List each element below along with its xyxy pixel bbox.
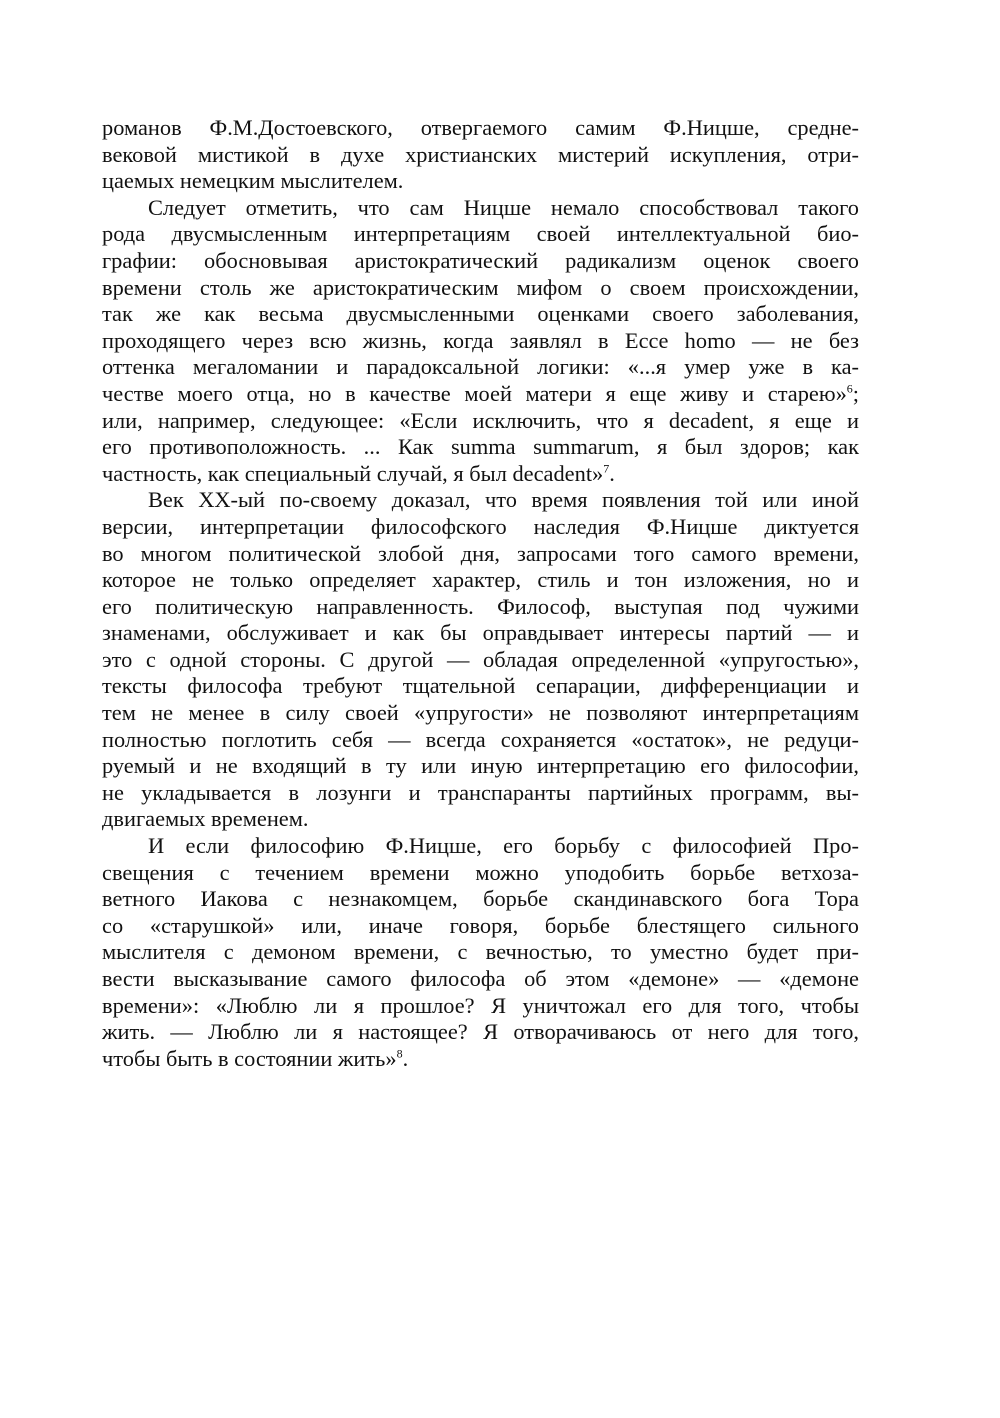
text-line-with-footnote bbox=[102, 461, 859, 488]
text-line: со «старушкой» или, иначе говоря, борьбе блестящего сильного bbox=[102, 912, 859, 938]
footnote-marker: 8 bbox=[396, 1046, 403, 1061]
text-line: рода двусмысленным интерпретациям своей интеллектуальной био- bbox=[102, 221, 859, 247]
text-line: ветного Иакова с незнакомцем, борьбе скандинавского бога Тора bbox=[102, 886, 859, 912]
paragraph bbox=[102, 115, 859, 195]
text-line: проходящего через всю жизнь, когда заявлял в Ecce homo — не без bbox=[102, 327, 859, 353]
punctuation: . bbox=[402, 1045, 409, 1071]
text-line: руемый и не входящий в ту или иную интерпретацию его философии, bbox=[102, 753, 859, 779]
text-line: тексты философа требуют тщательной сепарации, дифференциации и bbox=[102, 673, 859, 699]
text-line: версии, интерпретации философского наследия Ф.Ницше диктуется bbox=[102, 513, 859, 539]
text-line: его противоположность. ... Как summa summarum, я был здоров; как bbox=[102, 434, 859, 460]
text-line: свещения с течением времени можно уподобить борьбе ветхоза- bbox=[102, 859, 859, 885]
footnote-marker: 6 bbox=[846, 381, 853, 396]
text-line-with-footnote bbox=[102, 381, 859, 408]
text-line: его политическую направленность. Философ, выступая под чужими bbox=[102, 593, 859, 619]
text-line: тем не менее в силу своей «упругости» не позволяют интерпретациям bbox=[102, 700, 859, 726]
text-line-with-footnote bbox=[102, 1046, 859, 1073]
text-line: мыслителя с демоном времени, с вечностью, то уместно будет при- bbox=[102, 939, 859, 965]
text-line: романов Ф.М.Достоевского, отвергаемого самим Ф.Ницше, средне- bbox=[102, 115, 859, 140]
text-line: полностью поглотить себя — всегда сохраняется «остаток», не редуци- bbox=[102, 726, 859, 752]
punctuation: . bbox=[609, 460, 615, 486]
document-body bbox=[102, 115, 859, 1072]
text-line: во многом политической злобой дня, запросами того самого времени, bbox=[102, 540, 859, 566]
text-line: Век XX-ый по-своему доказал, что время появления той или иной bbox=[148, 487, 859, 513]
text-line: двигаемых временем. bbox=[102, 806, 309, 832]
text-line: времени столь же аристократическим мифом о своем происхождении, bbox=[102, 274, 859, 300]
text-line: И если философию Ф.Ницше, его борьбу с философией Про- bbox=[148, 833, 859, 859]
footnote-marker: 7 bbox=[603, 461, 610, 476]
text-line: времени»: «Люблю ли я прошлое? Я уничтожал его для того, чтобы bbox=[102, 992, 859, 1018]
text-segment: чтобы быть в состоянии жить» bbox=[102, 1045, 397, 1071]
text-line: вековой мистикой в духе христианских мистерий искупления, отри- bbox=[102, 141, 859, 167]
text-line: Следует отметить, что сам Ницше немало способствовал такого bbox=[148, 194, 859, 220]
text-segment: частность, как специальный случай, я был decadent» bbox=[102, 460, 604, 486]
text-segment: честве моего отца, но в качестве моей матери я еще живу и старею» bbox=[102, 380, 847, 406]
text-line: которое не только определяет характер, стиль и тон изложения, но и bbox=[102, 567, 859, 593]
paragraph bbox=[102, 195, 859, 488]
text-line: жить. — Люблю ли я настоящее? Я отворачиваюсь от него для того, bbox=[102, 1019, 859, 1045]
text-line: так же как весьма двусмысленными оценками своего заболевания, bbox=[102, 301, 859, 327]
text-line: знаменами, обслуживает и как бы оправдывает интересы партий — и bbox=[102, 620, 859, 646]
text-line: цаемых немецким мыслителем. bbox=[102, 168, 404, 194]
text-line: вести высказывание самого философа об этом «демоне» — «демоне bbox=[102, 966, 859, 991]
text-line: или, например, следующее: «Если исключить, что я decadent, я еще и bbox=[102, 407, 859, 433]
paragraph bbox=[102, 833, 859, 1072]
text-line: не укладывается в лозунги и транспаранты партийных программ, вы- bbox=[102, 779, 859, 805]
text-line: оттенка мегаломании и парадоксальной логики: «...я умер уже в ка- bbox=[102, 354, 859, 380]
text-line: это с одной стороны. С другой — обладая определенной «упругостью», bbox=[102, 646, 859, 672]
punctuation: ; bbox=[852, 380, 859, 406]
text-line: графии: обосновывая аристократический радикализм оценок своего bbox=[102, 247, 859, 273]
paragraph bbox=[102, 487, 859, 833]
